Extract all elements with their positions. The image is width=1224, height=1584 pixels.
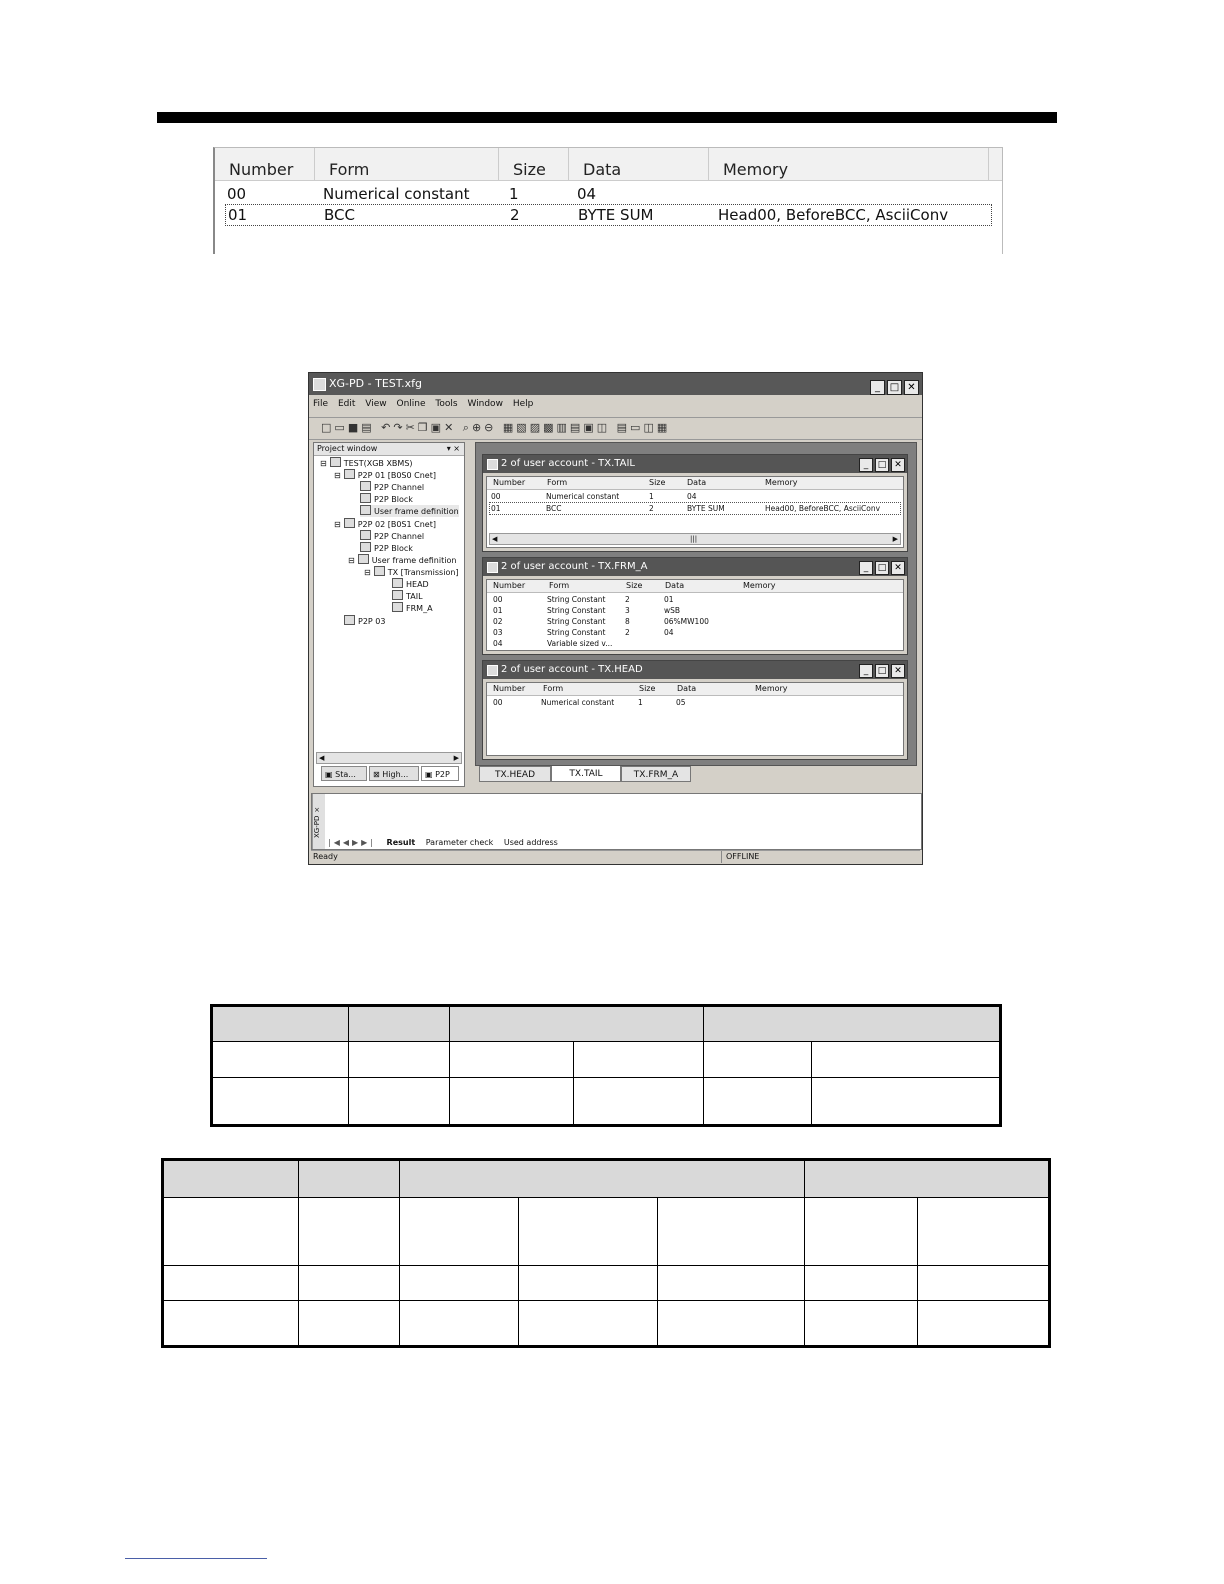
table-row[interactable] — [489, 638, 901, 649]
scroll-thumb[interactable]: ||| — [690, 535, 698, 543]
column-size[interactable]: Size — [639, 684, 656, 693]
cell-memory: Head00, BeforeBCC, AsciiConv — [718, 206, 949, 224]
cell-size: 1 — [638, 698, 643, 707]
menu-window[interactable]: Window — [467, 399, 503, 409]
table-cell — [299, 1160, 400, 1198]
tab-used-address[interactable]: Used address — [503, 838, 558, 847]
scroll-right-icon[interactable]: ▶ — [892, 535, 898, 543]
output-side-label[interactable]: XG-PD × — [312, 794, 325, 849]
write-icon[interactable]: ▩ — [543, 421, 557, 434]
table-cell — [163, 1198, 299, 1266]
channel-icon — [360, 530, 371, 540]
scroll-left-icon[interactable]: ◀ — [319, 754, 325, 762]
disconnect-icon[interactable]: ▧ — [516, 421, 530, 434]
column-number[interactable]: Number — [215, 148, 315, 180]
table-row[interactable] — [489, 616, 901, 627]
list-header — [487, 683, 903, 696]
table-cell — [400, 1266, 519, 1301]
copy-icon[interactable]: ❐ — [417, 421, 431, 434]
cell-size: 2 — [649, 504, 654, 513]
connection-status: OFFLINE — [721, 851, 826, 863]
table-cell — [450, 1078, 574, 1126]
project-window-controls[interactable]: ▾ × — [446, 444, 460, 453]
cell-size: 2 — [625, 628, 630, 637]
tab-result[interactable]: Result — [386, 838, 416, 847]
block-icon — [360, 542, 371, 552]
zoom-in-icon[interactable]: ⊕ — [471, 421, 485, 434]
column-number[interactable]: Number — [493, 478, 526, 487]
frame-icon — [358, 554, 369, 564]
column-size[interactable]: Size — [649, 478, 666, 487]
close-button[interactable]: ✕ — [891, 458, 905, 472]
project-window-header — [314, 443, 464, 456]
cell-form: Numerical constant — [323, 185, 470, 203]
column-form[interactable]: Form — [549, 581, 570, 590]
column-memory[interactable]: Memory — [709, 148, 989, 180]
document-icon — [487, 665, 498, 676]
cell-form: BCC — [546, 504, 562, 513]
table-row[interactable] — [489, 594, 901, 605]
cell-number: 00 — [227, 185, 247, 203]
table-cell — [918, 1198, 1050, 1266]
maximize-button[interactable]: □ — [875, 458, 889, 472]
cell-data: BYTE SUM — [578, 206, 654, 224]
open-folder-icon[interactable]: ▭ — [334, 421, 348, 434]
menu-view[interactable]: View — [365, 399, 387, 409]
maximize-button[interactable]: □ — [887, 380, 902, 395]
tab-standard[interactable]: ▣ Sta... — [321, 766, 367, 781]
p2p-icon — [344, 615, 355, 625]
column-form[interactable]: Form — [315, 148, 499, 180]
print-icon[interactable]: ▤ — [361, 421, 375, 434]
delete-icon[interactable]: ✕ — [444, 421, 457, 434]
maximize-button[interactable]: □ — [875, 664, 889, 678]
tree-item-head[interactable]: HEAD — [392, 578, 429, 590]
find-icon[interactable]: ⌕ — [462, 421, 472, 434]
table-cell — [812, 1042, 1001, 1078]
cell-number: 00 — [493, 698, 503, 707]
channel-icon — [360, 481, 371, 491]
table-cell — [704, 1078, 812, 1126]
list-row-selected[interactable] — [225, 204, 992, 226]
child-window-frm-a — [482, 557, 908, 655]
table-cell — [574, 1078, 704, 1126]
cell-number: 01 — [493, 606, 503, 615]
table-cell — [163, 1266, 299, 1301]
cell-form: String Constant — [547, 606, 606, 615]
column-data[interactable]: Data — [677, 684, 697, 693]
list-row[interactable] — [225, 184, 992, 204]
document-icon — [487, 459, 498, 470]
p2p-icon — [344, 469, 355, 479]
table-cell — [519, 1198, 658, 1266]
table-cell — [299, 1266, 400, 1301]
cell-data: 06%MW100 — [664, 617, 709, 626]
cell-data: 01 — [664, 595, 674, 604]
cell-data: BYTE SUM — [687, 504, 725, 513]
menu-edit[interactable]: Edit — [337, 399, 356, 409]
tree-item-user-frame[interactable]: User frame definition — [360, 505, 459, 517]
cell-size: 8 — [625, 617, 630, 626]
cell-form: Numerical constant — [546, 492, 620, 501]
table-cell — [349, 1078, 450, 1126]
cell-number: 01 — [491, 504, 501, 513]
table-cell — [658, 1266, 805, 1301]
column-data[interactable]: Data — [569, 148, 709, 180]
table-cell — [212, 1078, 349, 1126]
window-title: XG-PD - TEST.xfg — [329, 377, 423, 390]
table-cell — [918, 1301, 1050, 1347]
tab-tx-tail[interactable]: TX.TAIL — [551, 766, 621, 782]
menu-bar — [313, 399, 540, 415]
column-number[interactable]: Number — [493, 684, 526, 693]
cell-form: Numerical constant — [541, 698, 615, 707]
column-memory[interactable]: Memory — [765, 478, 798, 487]
table-cell — [805, 1198, 918, 1266]
cell-data: wSB — [664, 606, 681, 615]
table-cell — [450, 1006, 704, 1042]
table-cell — [400, 1198, 519, 1266]
child-title-bar[interactable]: 2 of user account - TX.TAIL _ □ ✕ — [483, 455, 907, 473]
table-row[interactable] — [489, 697, 901, 708]
list-view — [486, 579, 904, 651]
cell-number: 00 — [491, 492, 501, 501]
frame-icon — [392, 602, 403, 612]
p2p-tab-icon: ▣ — [425, 770, 436, 779]
footnote-rule — [125, 1558, 267, 1559]
tile-vertical-icon[interactable]: ◫ — [643, 421, 657, 434]
table-cell — [163, 1160, 299, 1198]
minimize-button[interactable]: _ — [870, 380, 885, 395]
cell-data: 04 — [664, 628, 674, 637]
menu-file[interactable]: File — [313, 399, 329, 409]
zoomed-list-view — [213, 147, 1003, 254]
empty-table-2 — [161, 1158, 1051, 1348]
list-header — [487, 477, 903, 490]
child-horizontal-scrollbar[interactable] — [489, 533, 901, 545]
menu-separator — [309, 417, 922, 418]
diagnose-icon[interactable]: ▤ — [569, 421, 584, 434]
child-window-tail — [482, 454, 908, 552]
table-cell — [400, 1301, 519, 1347]
tree-item-p2p01[interactable]: ⊟ P2P 01 [B0S0 Cnet] — [334, 471, 436, 480]
project-window — [313, 442, 465, 787]
table-cell — [519, 1266, 658, 1301]
table-cell — [805, 1301, 918, 1347]
cascade-icon[interactable]: ▤ — [616, 421, 631, 434]
minimize-button[interactable]: _ — [859, 458, 873, 472]
table-cell — [805, 1160, 1050, 1198]
output-panel — [311, 793, 922, 850]
undo-icon[interactable]: ↶ — [381, 421, 394, 434]
cell-number: 04 — [493, 639, 503, 648]
paste-icon[interactable]: ▣ — [430, 421, 445, 434]
redo-icon[interactable]: ↷ — [393, 421, 406, 434]
list-view — [486, 476, 904, 548]
mdi-area — [475, 442, 917, 766]
close-button[interactable]: ✕ — [891, 664, 905, 678]
table-cell — [704, 1006, 1001, 1042]
child-title-bar[interactable]: 2 of user account - TX.HEAD _ □ ✕ — [483, 661, 907, 679]
tx-icon — [374, 566, 385, 576]
table-cell — [519, 1301, 658, 1347]
output-tabs — [328, 838, 566, 847]
arrange-icon[interactable]: ▦ — [656, 421, 671, 434]
close-button[interactable]: ✕ — [891, 561, 905, 575]
tab-tx-head[interactable]: TX.HEAD — [479, 766, 551, 782]
header-rule — [157, 112, 1057, 123]
tree-item-p2p-block[interactable]: P2P Block — [360, 542, 413, 554]
app-window — [308, 372, 923, 865]
cell-number: 01 — [228, 206, 248, 224]
table-cell — [212, 1042, 349, 1078]
scroll-right-icon[interactable]: ▶ — [453, 754, 459, 762]
cell-form: String Constant — [547, 595, 606, 604]
cell-number: 02 — [493, 617, 503, 626]
high-speed-icon: ⊠ — [373, 770, 383, 779]
project-tabs — [313, 766, 463, 783]
p2p-icon — [344, 518, 355, 528]
cell-form: String Constant — [547, 628, 606, 637]
settings-icon[interactable]: ▣ — [583, 421, 597, 434]
frame-icon — [392, 590, 403, 600]
table-row[interactable] — [489, 491, 901, 502]
column-form[interactable]: Form — [543, 684, 564, 693]
table-cell — [574, 1042, 704, 1078]
table-cell — [658, 1301, 805, 1347]
maximize-button[interactable]: □ — [875, 561, 889, 575]
table-cell — [812, 1078, 1001, 1126]
menu-tools[interactable]: Tools — [435, 399, 458, 409]
table-cell — [450, 1042, 574, 1078]
column-form[interactable]: Form — [547, 478, 568, 487]
table-cell — [299, 1301, 400, 1347]
cut-icon[interactable]: ✂ — [405, 421, 418, 434]
zoom-out-icon[interactable]: ⊖ — [484, 421, 497, 434]
cell-number: 03 — [493, 628, 503, 637]
cell-memory: Head00, BeforeBCC, AsciiConv — [765, 504, 881, 513]
table-cell — [658, 1198, 805, 1266]
table-row-selected[interactable] — [489, 502, 901, 515]
table-cell — [805, 1266, 918, 1301]
tab-high-speed[interactable]: ⊠ High... — [369, 766, 419, 781]
plc-icon — [330, 457, 341, 467]
column-number[interactable]: Number — [493, 581, 526, 590]
connect-icon[interactable]: ▦ — [502, 421, 517, 434]
minimize-button[interactable]: _ — [859, 561, 873, 575]
list-header — [487, 580, 903, 593]
cell-size: 3 — [625, 606, 630, 615]
cell-data: 05 — [676, 698, 686, 707]
tree-item-p2p-block[interactable]: P2P Block — [360, 493, 413, 505]
column-size[interactable]: Size — [499, 148, 569, 180]
standard-icon: ▣ — [325, 770, 336, 779]
frame-icon — [360, 505, 371, 515]
tab-parameter-check[interactable]: Parameter check — [425, 838, 494, 847]
list-header — [215, 148, 1002, 181]
cell-size: 2 — [510, 206, 520, 224]
minimize-button[interactable]: _ — [859, 664, 873, 678]
table-cell — [163, 1301, 299, 1347]
close-button[interactable]: ✕ — [904, 380, 919, 395]
table-cell — [704, 1042, 812, 1078]
cell-size: 1 — [649, 492, 654, 501]
tree-item-user-frame[interactable]: ⊟ User frame definition — [348, 556, 457, 565]
frame-icon — [392, 578, 403, 588]
column-size[interactable]: Size — [626, 581, 643, 590]
cell-data: 04 — [687, 492, 697, 501]
table-row[interactable] — [489, 605, 901, 616]
tab-p2p[interactable]: ▣ P2P — [421, 766, 459, 781]
table-cell — [299, 1198, 400, 1266]
scroll-left-icon[interactable]: ◀ — [492, 535, 498, 543]
tree-item-frm-a[interactable]: FRM_A — [392, 602, 433, 614]
table-cell — [400, 1160, 805, 1198]
tree-item-p2p-channel[interactable]: P2P Channel — [360, 530, 424, 542]
child-window-head — [482, 660, 908, 760]
block-icon — [360, 493, 371, 503]
toolbar — [321, 421, 670, 435]
save-icon[interactable]: ■ — [347, 421, 362, 434]
monitor-icon[interactable]: ▥ — [556, 421, 570, 434]
status-text: Ready — [313, 852, 338, 861]
tab-navigation-icon[interactable]: |◀◀▶▶| — [328, 838, 376, 847]
status-bar — [311, 850, 920, 863]
tree-item-p2p02[interactable]: ⊟ P2P 02 [B0S1 Cnet] — [334, 520, 436, 529]
table-cell — [349, 1042, 450, 1078]
app-icon — [313, 378, 326, 391]
tree-item-project[interactable]: ⊟ TEST(XGB XBMS) — [320, 459, 413, 468]
new-file-icon[interactable]: □ — [321, 421, 335, 434]
cell-form: BCC — [324, 206, 355, 224]
tab-tx-frm-a[interactable]: TX.FRM_A — [621, 766, 691, 782]
tile-horizontal-icon[interactable]: ▭ — [630, 421, 644, 434]
table-cell — [212, 1006, 349, 1042]
list-view — [486, 682, 904, 756]
project-horizontal-scrollbar[interactable] — [316, 752, 462, 764]
menu-online[interactable]: Online — [396, 399, 426, 409]
table-row[interactable] — [489, 627, 901, 638]
column-data[interactable]: Data — [687, 478, 707, 487]
project-window-title: Project window — [317, 444, 378, 453]
cell-number: 00 — [493, 595, 503, 604]
title-bar[interactable] — [309, 373, 922, 395]
tree-item-tx[interactable]: ⊟ TX [Transmission] — [364, 568, 459, 577]
tree-item-p2p03[interactable]: P2P 03 — [344, 615, 385, 627]
column-data[interactable]: Data — [665, 581, 685, 590]
cell-size: 2 — [625, 595, 630, 604]
cell-data: 04 — [577, 185, 597, 203]
table-cell — [918, 1266, 1050, 1301]
toolbar-separator — [309, 439, 922, 440]
empty-table-1 — [210, 1004, 1002, 1127]
read-icon[interactable]: ▨ — [529, 421, 544, 434]
column-memory[interactable]: Memory — [743, 581, 776, 590]
menu-help[interactable]: Help — [512, 399, 534, 409]
cell-form: Variable sized v... — [547, 639, 613, 648]
document-icon — [487, 562, 498, 573]
table-cell — [349, 1006, 450, 1042]
tree-item-p2p-channel[interactable]: P2P Channel — [360, 481, 424, 493]
column-memory[interactable]: Memory — [755, 684, 788, 693]
cell-size: 1 — [509, 185, 519, 203]
child-title-bar[interactable]: 2 of user account - TX.FRM_A _ □ ✕ — [483, 558, 907, 576]
cell-form: String Constant — [547, 617, 606, 626]
stop-icon[interactable]: ◫ — [596, 421, 611, 434]
tree-item-tail[interactable]: TAIL — [392, 590, 423, 602]
